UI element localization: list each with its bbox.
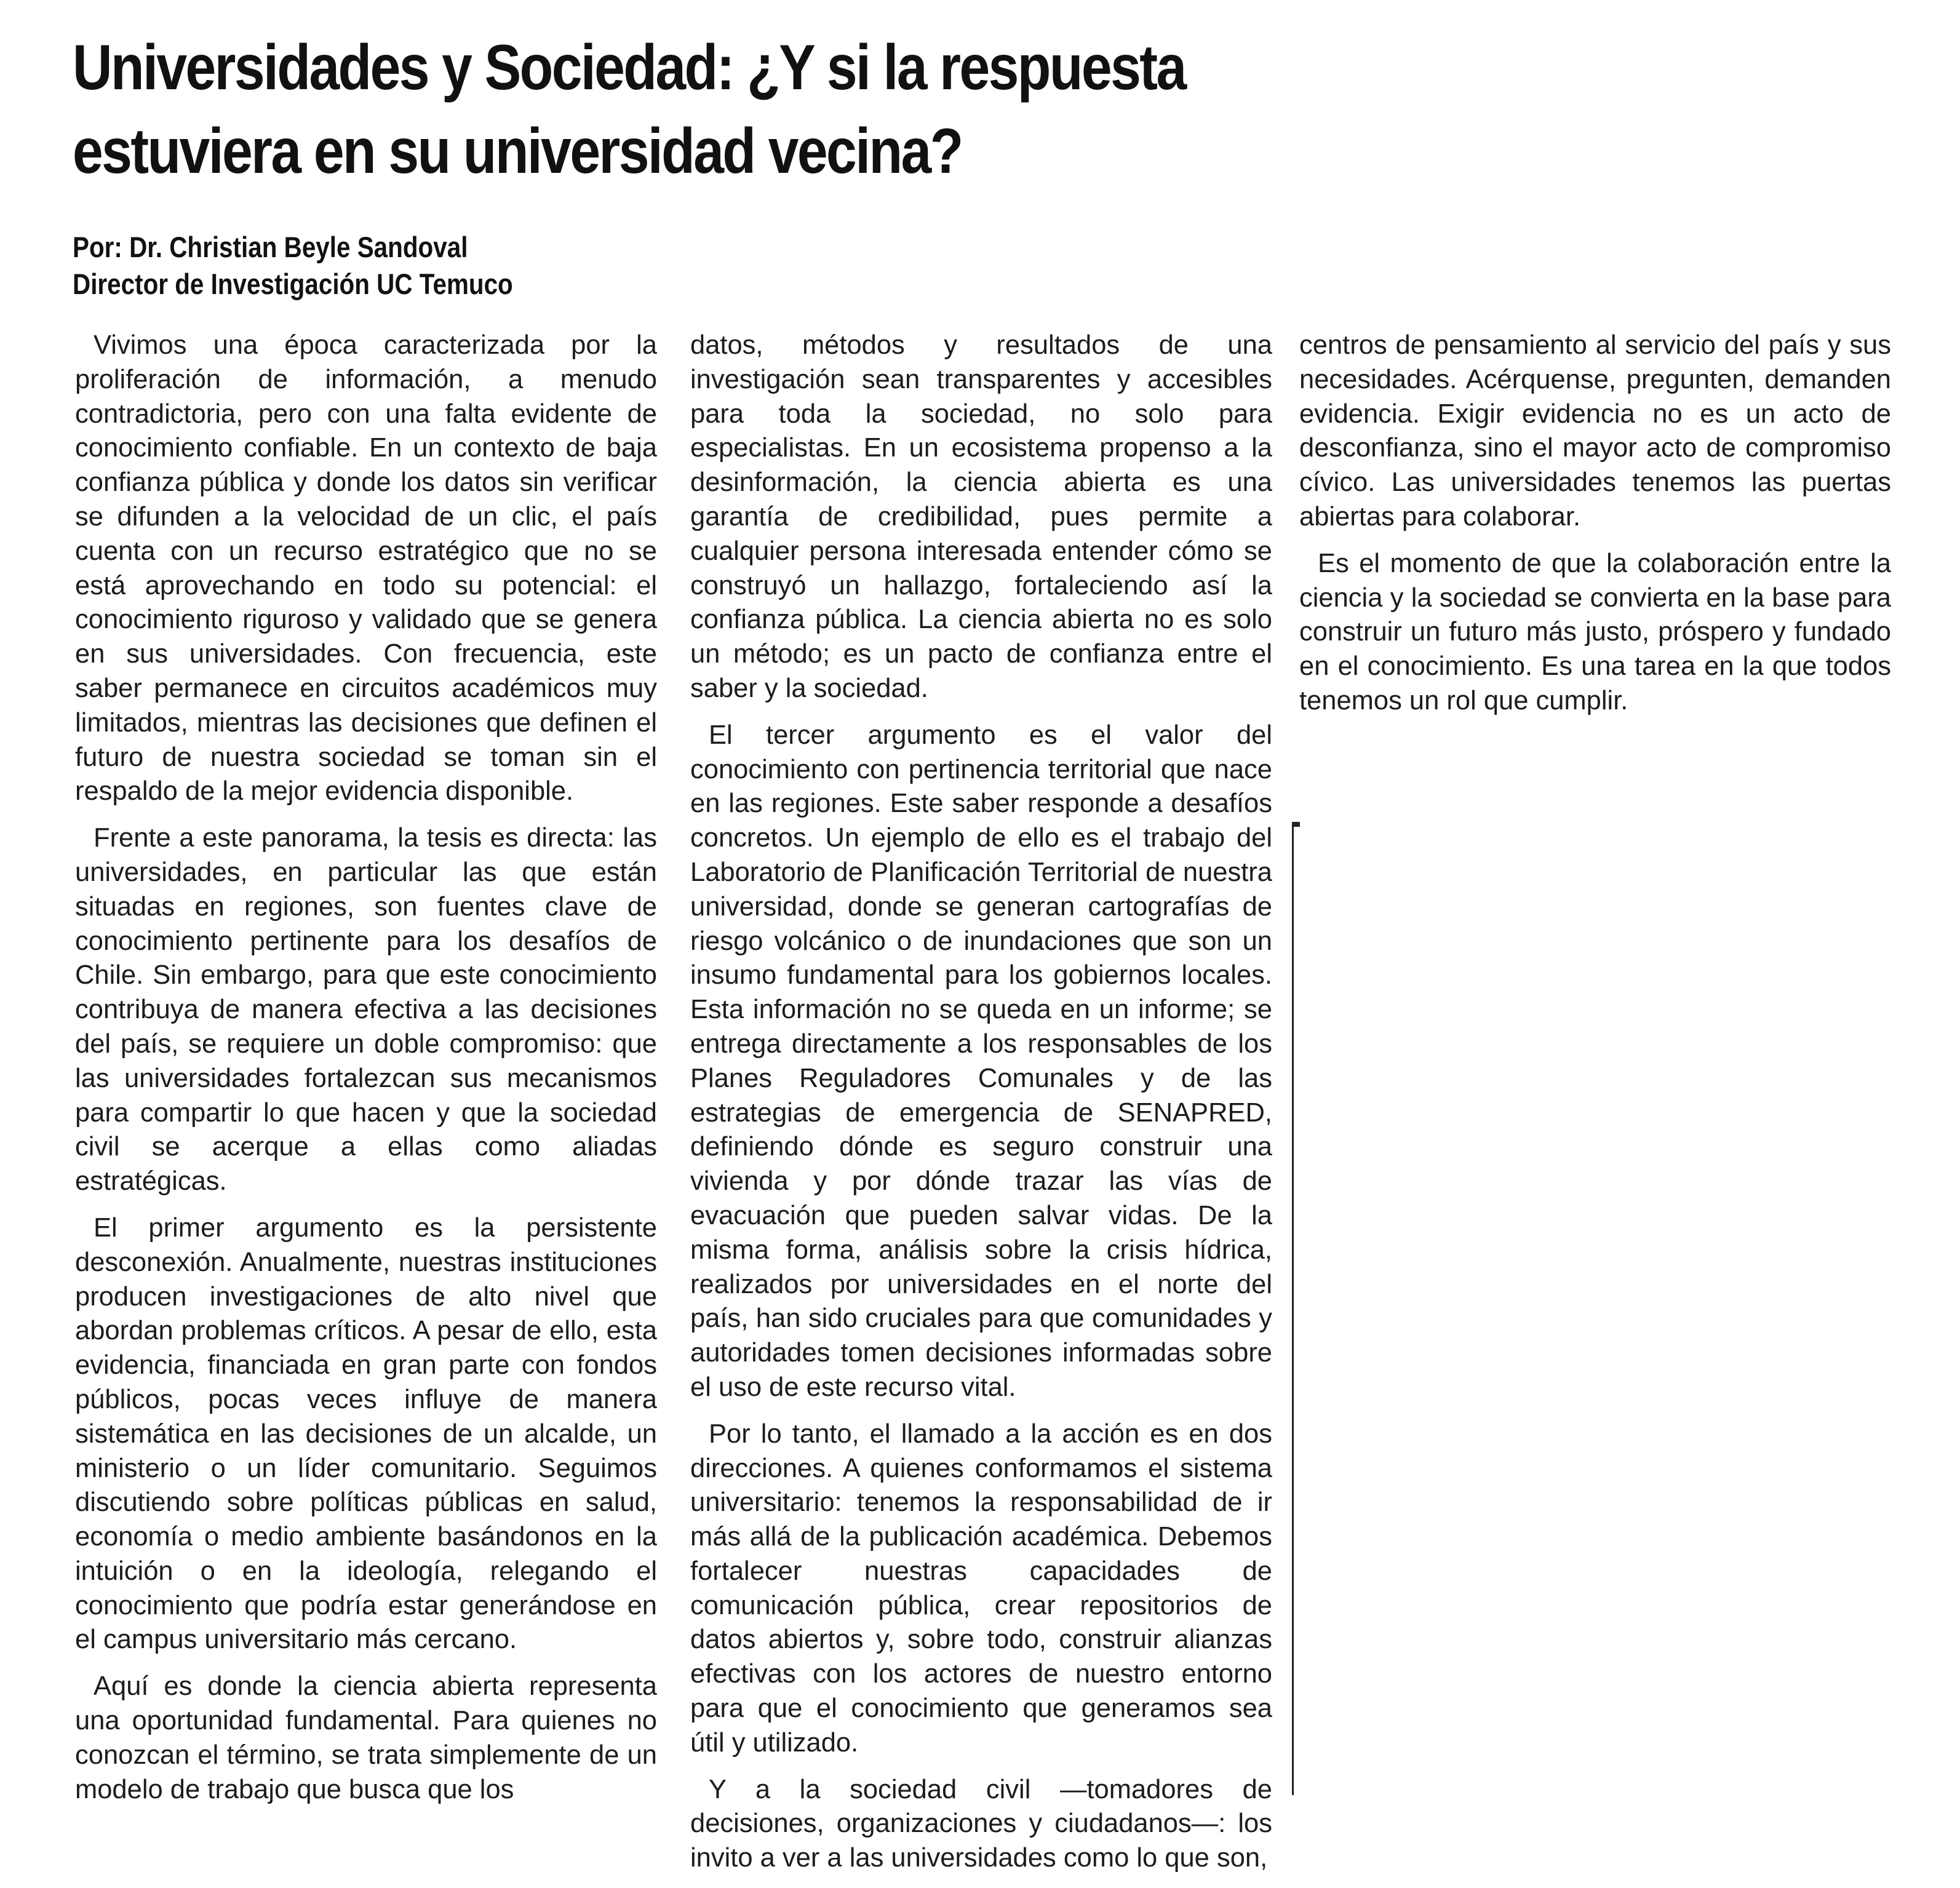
article-column-3 [1299,329,1891,731]
paragraph: El tercer argumento es el valor del conocimiento con pertinencia territorial que nace en las regiones. Este saber responde a desafíos concretos. Un ejemplo de ello es el trabajo del Laboratorio de Planificación Territorial de nuestra universidad, donde se generan cartografías de riesgo volcánico o de inundaciones que son un insumo fundamental para los gobiernos locales. Esta información no se queda en un informe; se entrega directamente a los responsables de los Planes Reguladores Comunales y de las estrategias de emergencia de SENAPRED, definiendo dónde es seguro construir una vivienda y por dónde trazar las vías de evacuación que pueden salvar vidas. De la misma forma, análisis sobre la crisis hídrica, realizados por universidades en el norte del país, han sido cruciales para que comunidades y autoridades tomen decisiones informadas sobre el uso de este recurso vital. [690,720,1272,1402]
paragraph: Por lo tanto, el llamado a la acción es en dos direcciones. A quienes conformamos el sistema universitario: tenemos la responsabilidad de ir más allá de la publicación académica. Debemos fortalecer nuestras capacidades de comunicación pública, crear repositorios de datos abiertos y, sobre todo, construir alianzas efectivas con los actores de nuestro entorno para que el conocimiento que generamos sea útil y utilizado. [690,1419,1272,1758]
article-column-2 [690,329,1272,1888]
headline-line-2: estuviera en su universidad vecina? [73,116,962,187]
headline-line-1: Universidades y Sociedad: ¿Y si la respuesta [73,32,1185,103]
article-column-1 [75,329,657,1819]
byline-role: Director de Investigación UC Temuco [73,268,513,300]
paragraph: Es el momento de que la colaboración entre la ciencia y la sociedad se convierta en la base para construir un futuro más justo, próspero y fundado en el conocimiento. Es una tarea en la que todos tenemos un rol que cumplir. [1299,548,1891,715]
paragraph: Frente a este panorama, la tesis es directa: las universidades, en particular las que están situadas en regiones, son fuentes clave de conocimiento pertinente para los desafíos de Chile. Sin embargo, para que este conocimiento contribuya de manera efectiva a las decisiones del país, se requiere un doble compromiso: que las universidades fortalezcan sus mecanismos para compartir lo que hacen y que la sociedad civil se acerque a ellas como aliadas estratégicas. [75,823,657,1197]
byline [73,229,707,303]
paragraph: Y a la sociedad civil —tomadores de decisiones, organizaciones y ciudadanos—: los invito a ver a las universidades como lo que son, [690,1774,1272,1873]
headline [73,26,1237,193]
paragraph: Vivimos una época caracterizada por la proliferación de información, a menudo contradictoria, pero con una falta evidente de conocimiento confiable. En un contexto de baja confianza pública y donde los datos sin verificar se difunden a la velocidad de un clic, el país cuenta con un recurso estratégico que no se está aprovechando en todo su potencial: el conocimiento riguroso y validado que se genera en sus universidades. Con frecuencia, este saber permanece en circuitos académicos muy limitados, mientras las decisiones que definen el futuro de nuestra sociedad se toman sin el respaldo de la mejor evidencia disponible. [75,330,657,807]
byline-author: Por: Dr. Christian Beyle Sandoval [73,231,468,263]
paragraph: Aquí es donde la ciencia abierta representa una oportunidad fundamental. Para quienes no conozcan el término, se trata simplemente de un modelo de trabajo que busca que los [75,1671,657,1804]
paragraph: datos, métodos y resultados de una investigación sean transparentes y accesibles para toda la sociedad, no solo para especialistas. En un ecosistema propenso a la desinformación, la ciencia abierta es una garantía de credibilidad, pues permite a cualquier persona interesada entender cómo se construyó un hallazgo, fortaleciendo así la confianza pública. La ciencia abierta no es solo un método; es un pacto de confianza entre el saber y la sociedad. [690,330,1272,703]
column-divider-rule [1292,823,1294,1795]
paragraph: centros de pensamiento al servicio del país y sus necesidades. Acérquense, pregunten, demanden evidencia. Exigir evidencia no es un acto de desconfianza, sino el mayor acto de compromiso cívico. Las universidades tenemos las puertas abiertas para colaborar. [1299,330,1891,532]
paragraph: El primer argumento es la persistente desconexión. Anualmente, nuestras instituciones producen investigaciones de alto nivel que abordan problemas críticos. A pesar de ello, esta evidencia, financiada en gran parte con fondos públicos, pocas veces influye de manera sistemática en las decisiones de un alcalde, un ministerio o un líder comunitario. Seguimos discutiendo sobre políticas públicas en salud, economía o medio ambiente basándonos en la intuición o en la ideología, relegando el conocimiento que podría estar generándose en el campus universitario más cercano. [75,1213,657,1655]
